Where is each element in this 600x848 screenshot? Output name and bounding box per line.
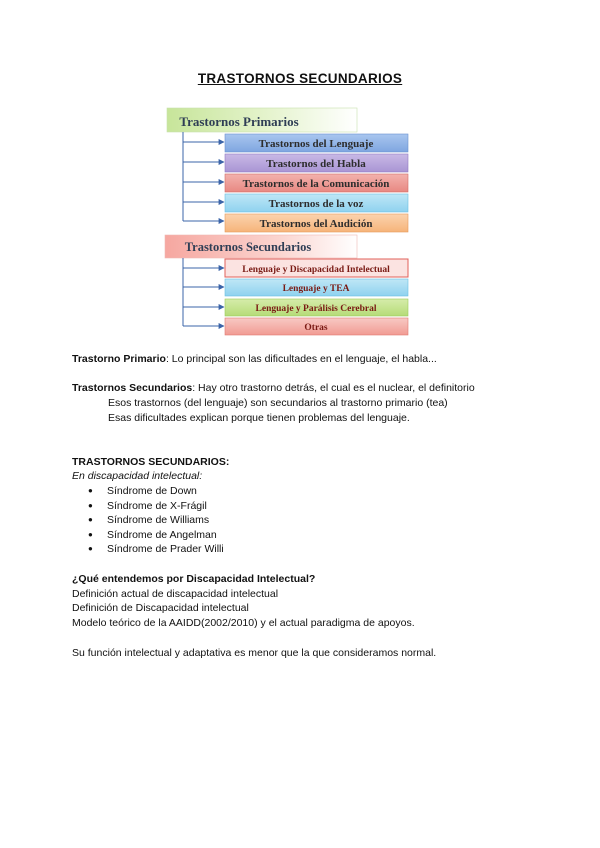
question-line: Definición de Discapacidad intelectual [72, 602, 249, 614]
secondary-connectors [183, 258, 224, 326]
primary-item-voice: Trastornos de la voz [268, 198, 364, 210]
list-item: ● Síndrome de Down [88, 484, 224, 499]
section-subheading: En discapacidad intelectual: [72, 470, 203, 482]
closing-line: Su función intelectual y adaptativa es menor que la que consideramos normal. [72, 647, 437, 659]
primary-definition [72, 352, 437, 367]
syndrome-list [88, 484, 224, 557]
primary-item-language: Trastornos del Lenguaje [258, 138, 374, 150]
section-heading: TRASTORNOS SECUNDARIOS: [72, 456, 230, 468]
list-item: ● Síndrome de Prader Willi [88, 542, 224, 557]
primary-definition-label: Trastorno Primario [72, 353, 166, 365]
secondary-header-label: Trastornos Secundarios [184, 240, 312, 254]
secondary-definition [72, 381, 475, 396]
question-line: Definición actual de discapacidad intelectual [72, 588, 279, 600]
page-title: TRASTORNOS SECUNDARIOS [197, 71, 403, 86]
secondary-item-tea: Lenguaje y TEA [282, 284, 350, 294]
primary-item-hearing: Trastornos del Audición [259, 218, 373, 230]
list-item: ● Síndrome de Angelman [88, 528, 224, 543]
primary-header-label: Trastornos Primarios [179, 114, 299, 129]
primary-definition-text: : Lo principal son las dificultades en el lenguaje, el habla... [165, 353, 437, 365]
secondary-note-2: Esas dificultades explican porque tienen problemas del lenguaje. [108, 412, 410, 424]
primary-item-speech: Trastornos del Habla [266, 158, 366, 170]
secondary-item-intellectual: Lenguaje y Discapacidad Intelectual [242, 265, 390, 275]
question-heading: ¿Qué entendemos por Discapacidad Intelectual? [72, 573, 316, 585]
disorders-diagram [160, 105, 420, 337]
list-item: ● Síndrome de Williams [88, 513, 224, 528]
secondary-definition-text: : Hay otro trastorno detrás, el cual es el nuclear, el definitorio [192, 382, 475, 394]
secondary-item-cerebral-palsy: Lenguaje y Parálisis Cerebral [255, 304, 377, 314]
question-line: Modelo teórico de la AAIDD(2002/2010) y el actual paradigma de apoyos. [72, 617, 415, 629]
secondary-item-others: Otras [304, 323, 328, 333]
list-item: ● Síndrome de X-Frágil [88, 499, 224, 514]
secondary-definition-label: Trastornos Secundarios [72, 382, 193, 394]
primary-item-communication: Trastornos de la Comunicación [242, 178, 390, 190]
secondary-note-1: Esos trastornos (del lenguaje) son secundarios al trastorno primario (tea) [108, 397, 448, 409]
primary-connectors [183, 132, 224, 221]
